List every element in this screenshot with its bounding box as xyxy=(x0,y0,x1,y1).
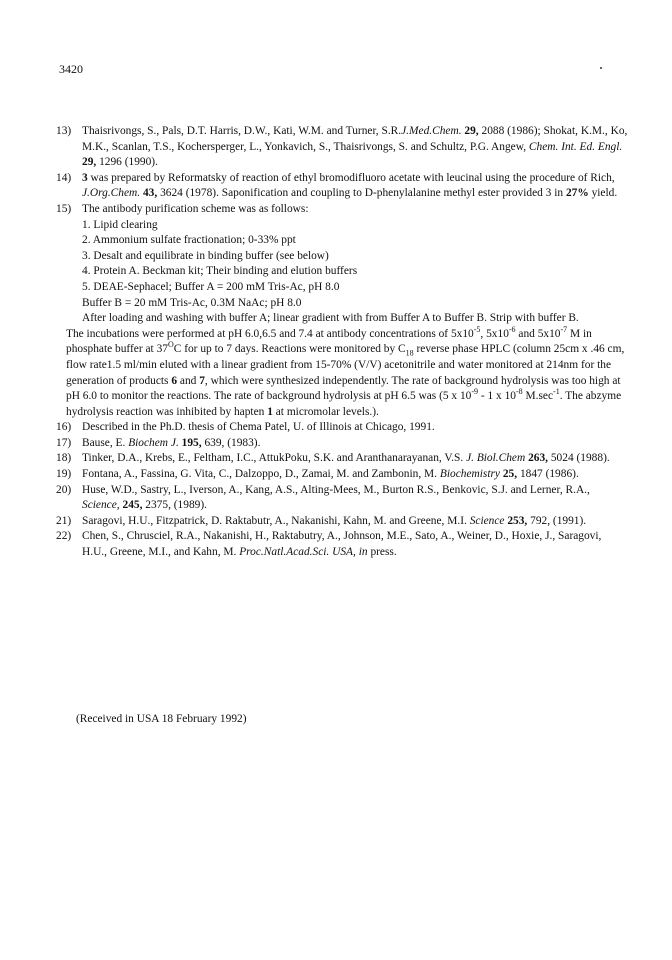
reference-text: Saragovi, H.U., Fitzpatrick, D. Raktabutr, A., Nakanishi, Kahn, M. and Greene, M.I. Science 253, 792, (1991). xyxy=(82,514,587,527)
reference-text: Huse, W.D., Sastry, L., Iverson, A., Kang, A.S., Alting-Mees, M., Burton R.S., Benkovic, S.J. and Lerner, R.A., Science, 245, 2375, (1989). xyxy=(82,483,590,512)
reference-item xyxy=(56,171,628,202)
purification-step: 2. Ammonium sulfate fractionation; 0-33% ppt xyxy=(82,234,296,247)
reference-item xyxy=(56,451,628,467)
reference-item xyxy=(56,436,628,452)
reference-list xyxy=(56,124,628,561)
received-note: (Received in USA 18 February 1992) xyxy=(76,713,247,725)
reference-text: Chen, S., Chrusciel, R.A., Nakanishi, H., Raktabutry, A., Johnson, M.E., Sato, A., Weiner, D., Hoxie, J., Saragovi, H.U., Greene, M.I., and Kahn, M. Proc.Natl.Acad.Sci. USA, in press. xyxy=(82,530,602,559)
reference-item xyxy=(56,202,628,327)
reference-item xyxy=(56,420,628,436)
reference-item xyxy=(56,124,628,171)
purification-step: 1. Lipid clearing xyxy=(82,218,158,231)
reference-text: 3 was prepared by Reformatsky of reaction of ethyl bromodifluoro acetate with leucinal using the procedure of Rich, J.Org.Chem. 43, 3624 (1978). Saponification and coupling to D-phenylalanine methyl ester provided 3 in 27% yield. xyxy=(82,171,618,200)
reference-number: 14) xyxy=(56,171,72,184)
reference-number: 21) xyxy=(56,514,72,527)
reference-text: Bause, E. Biochem J. 195, 639, (1983). xyxy=(82,436,261,449)
purification-step-detail: Buffer B = 20 mM Tris-Ac, 0.3M NaAc; pH 8.0 xyxy=(82,296,302,309)
reference-number: 13) xyxy=(56,125,72,137)
reference-number: 17) xyxy=(56,436,72,449)
scan-dot xyxy=(600,67,602,69)
reference-text: Thaisrivongs, S., Pals, D.T. Harris, D.W., Kati, W.M. and Turner, S.R.J.Med.Chem. 29, 2088 (1986); Shokat, K.M., Ko, M.K., Scanlan, T.S., Kochersperger, L., Yonkavich, S., Thaisrivongs, S. and Schultz, P.G. Angew, Chem. Int. Ed. Engl. 29, 1296 (1990). xyxy=(82,125,628,169)
reference-number: 15) xyxy=(56,202,72,215)
purification-step-detail: After loading and washing with buffer A; linear gradient with from Buffer A to Buffer B. Strip with buffer B. xyxy=(82,312,579,325)
reference-item xyxy=(56,483,628,514)
reference-text: Described in the Ph.D. thesis of Chema Patel, U. of Illinois at Chicago, 1991. xyxy=(82,421,435,434)
purification-step: 4. Protein A. Beckman kit; Their binding and elution buffers xyxy=(82,265,358,278)
reference-text xyxy=(82,202,628,327)
reference-text: Fontana, A., Fassina, G. Vita, C., Dalzoppo, D., Zamai, M. and Zambonin, M. Biochemistry 25, 1847 (1986). xyxy=(82,468,579,481)
reference-text: Tinker, D.A., Krebs, E., Feltham, I.C., AttukPoku, S.K. and Aranthanarayanan, V.S. J. Biol.Chem 263, 5024 (1988). xyxy=(82,452,610,465)
reference-number: 22) xyxy=(56,530,72,543)
purification-step: 5. DEAE-Sephacel; Buffer A = 200 mM Tris-Ac, pH 8.0 xyxy=(82,280,340,293)
reference-number: 18) xyxy=(56,452,72,465)
reference-item xyxy=(56,467,628,483)
page-number: 3420 xyxy=(59,62,83,76)
reference-number: 20) xyxy=(56,483,72,496)
purification-step: 3. Desalt and equilibrate in binding buffer (see below) xyxy=(82,249,329,262)
incubation-paragraph: The incubations were performed at pH 6.0,6.5 and 7.4 at antibody concentrations of $5x10^{-5}$, $5x10^{-6}$ and $5x10^{-7}$ M in phosphate buffer at $37^OC$ for up to 7 days. Reactions were monitored by $C_{18}$ reverse phase HPLC (column 25cm x .46 cm, flow rate1.5 ml/min eluted with a linear gradient from 15-70% (V/V) acetonitrile and water monitored at 214nm for the generation of products 6 and 7, which were synthesized independently. The rate of background hydrolysis was too high at pH 6.0 to monitor the reactions. The rate of background hydrolysis at pH 6.5 was (5 x $10^{-9} - 1$ x $10^{-8}$ $M.\sec^{-1}$. The abzyme hydrolysis reaction was inhibited by hapten 1 at micromolar levels.). xyxy=(66,324,625,418)
reference-item xyxy=(56,514,628,530)
purification-intro: The antibody purification scheme was as follows: xyxy=(82,202,309,215)
reference-number: 16) xyxy=(56,421,72,434)
reference-number: 19) xyxy=(56,468,72,481)
reference-item xyxy=(56,529,628,560)
